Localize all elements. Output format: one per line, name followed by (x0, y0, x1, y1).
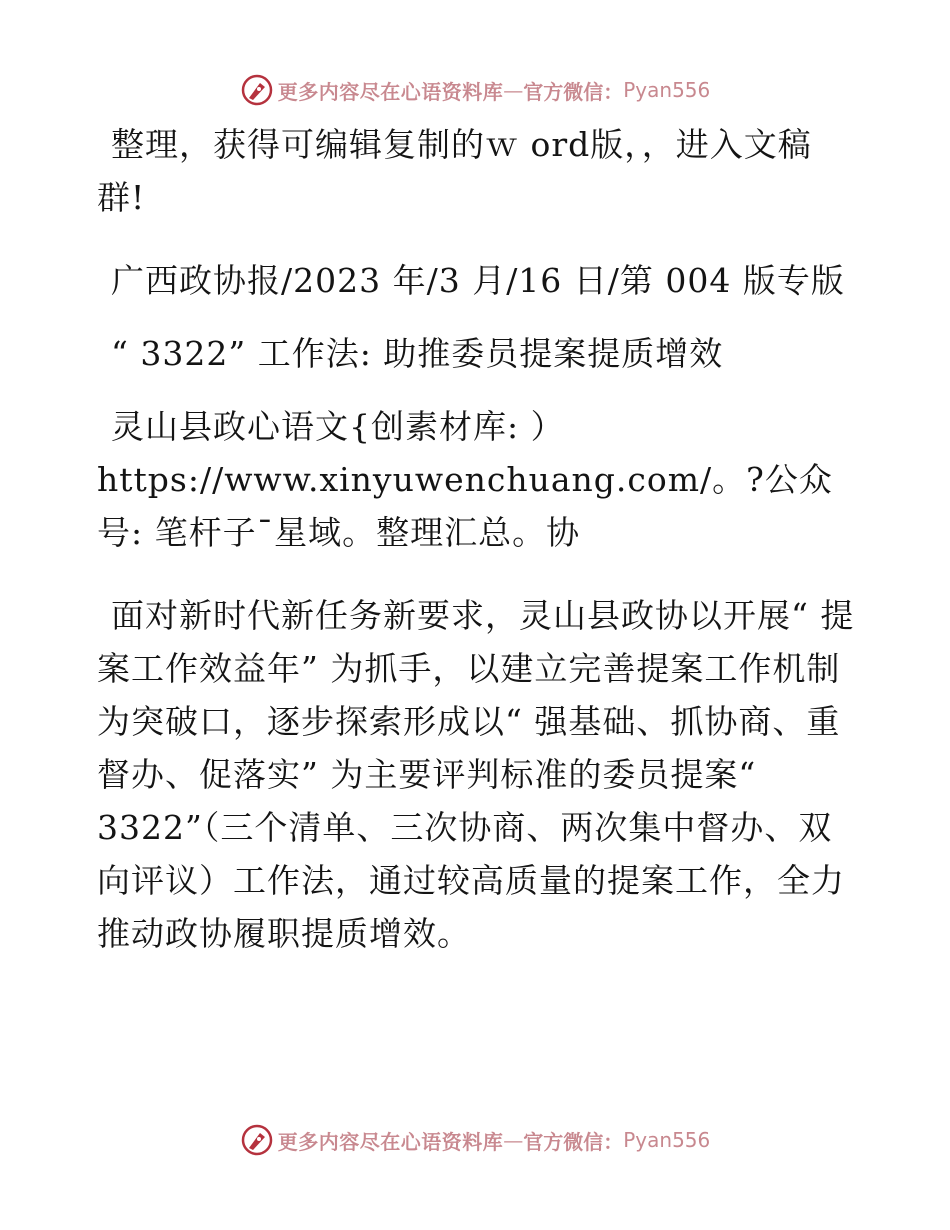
watermark-wechat-id: Pyan556 (623, 1128, 711, 1152)
watermark-wechat-label: 官方微信： (523, 1129, 624, 1154)
paragraph-source: 广西政协报/2023 年/3 月/16 日/第 004 版专版 (111, 261, 845, 300)
watermark-wechat-id: Pyan556 (623, 78, 711, 102)
document-body (97, 118, 857, 960)
watermark-text: 更多内容尽在心语资料库 (277, 79, 504, 104)
pen-nib-logo-icon (240, 73, 274, 107)
article-title: “ 3322” 工作法: 助推委员提案提质增效 (111, 334, 724, 373)
header-watermark (0, 70, 950, 110)
watermark-wechat-label: 官方微信： (523, 79, 624, 104)
watermark-dash: — (503, 1128, 524, 1152)
watermark-text: 更多内容尽在心语资料库 (277, 1129, 504, 1154)
watermark-dash: — (503, 78, 524, 102)
paragraph-author: 灵山县政心语文{创素材库: ）https://www.xinyuwenchuang.com/。?公众号: 笔杆子¯星域。整理汇总。协 (97, 407, 833, 552)
pen-nib-logo-icon (240, 1123, 274, 1157)
paragraph-intro: 整理，获得可编辑复制的ｗ ord版，，进入文稿群! (97, 125, 812, 217)
paragraph-body: 面对新时代新任务新要求，灵山县政协以开展“ 提案工作效益年” 为抓手，以建立完善提案工作机制为突破口，逐步探索形成以“ 强基础、抓协商、重督办、促落实” 为主要评判标准的委员提案“ 3322”（三个清单、三次协商、两次集中督办、双向评议）工作法，通过较高质量的提案工作，全力推动政协履职提质增效。 (97, 596, 855, 953)
footer-watermark (0, 1120, 950, 1160)
